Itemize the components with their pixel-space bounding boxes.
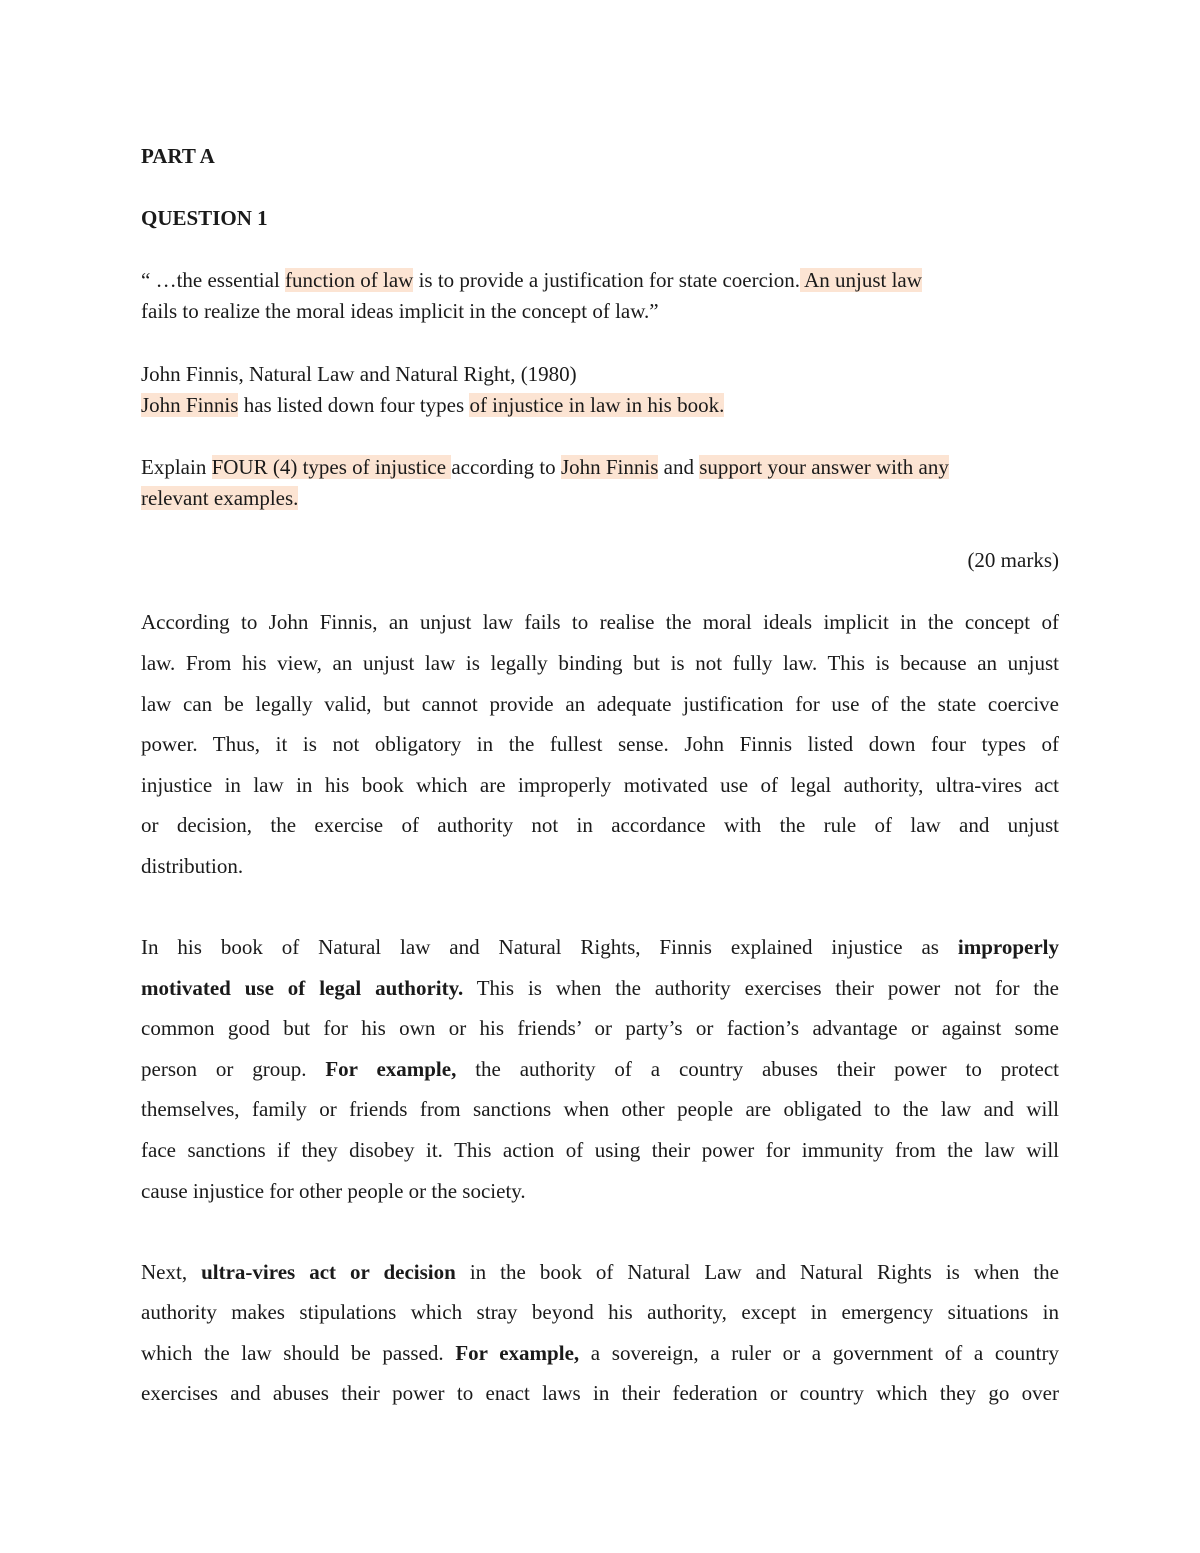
citation: John Finnis, Natural Law and Natural Right, (1980) bbox=[141, 362, 577, 386]
answer-p3-line: which the law should be passed. For example, a sovereign, a ruler or a government of a country bbox=[141, 1341, 1059, 1365]
bold-term: motivated use of legal authority. bbox=[141, 976, 464, 1000]
quote-line-1: “ …the essential function of law is to provide a justification for state coercion. An unjust law bbox=[141, 268, 922, 292]
answer-p1-line: distribution. bbox=[141, 854, 244, 878]
highlight: relevant examples. bbox=[141, 486, 299, 510]
answer-p2-line: motivated use of legal authority. This is when the authority exercises their power not for the bbox=[141, 976, 1059, 1000]
answer-p3-line: exercises and abuses their power to enact laws in their federation or country which they go over bbox=[141, 1381, 1059, 1405]
highlight: John Finnis bbox=[560, 455, 659, 479]
listed-line: John Finnis has listed down four types of injustice in law in his book. bbox=[141, 393, 725, 417]
quote-line-2: fails to realize the moral ideas implicit in the concept of law.” bbox=[141, 299, 659, 323]
answer-p2-line: common good but for his own or his friends’ or party’s or faction’s advantage or against some bbox=[141, 1016, 1059, 1040]
highlight: FOUR (4) types of injustice bbox=[211, 455, 452, 479]
answer-p1-line: injustice in law in his book which are improperly motivated use of legal authority, ultra-vires act bbox=[141, 773, 1059, 797]
answer-p2-line: person or group. For example, the authority of a country abuses their power to protect bbox=[141, 1057, 1059, 1081]
bold-term: For example, bbox=[325, 1057, 457, 1081]
answer-p1-line: law. From his view, an unjust law is legally binding but is not fully law. This is because an unjust bbox=[141, 651, 1059, 675]
answer-p2-line: face sanctions if they disobey it. This action of using their power for immunity from the law will bbox=[141, 1138, 1059, 1162]
highlight: John Finnis bbox=[141, 393, 239, 417]
answer-p3-line: authority makes stipulations which stray beyond his authority, except in emergency situations in bbox=[141, 1300, 1059, 1324]
bold-term: For example, bbox=[455, 1341, 580, 1365]
answer-p1-line: law can be legally valid, but cannot provide an adequate justification for use of the state coercive bbox=[141, 692, 1059, 716]
answer-p1-line: power. Thus, it is not obligatory in the fullest sense. John Finnis listed down four types of bbox=[141, 732, 1059, 756]
bold-term: improperly bbox=[957, 935, 1059, 959]
answer-p2-line: themselves, family or friends from sanctions when other people are obligated to the law and will bbox=[141, 1097, 1059, 1121]
part-heading: PART A bbox=[141, 144, 215, 168]
answer-p2-line: cause injustice for other people or the society. bbox=[141, 1179, 526, 1203]
marks-label: (20 marks) bbox=[967, 548, 1059, 572]
answer-p1-line: According to John Finnis, an unjust law fails to realise the moral ideals implicit in the concept of bbox=[141, 610, 1059, 634]
highlight: function of law bbox=[285, 268, 414, 292]
bold-term: ultra-vires act or decision bbox=[201, 1260, 456, 1284]
highlight: support your answer with any bbox=[699, 455, 949, 479]
task-line-1: Explain FOUR (4) types of injustice according to John Finnis and support your answer with any bbox=[141, 455, 949, 479]
answer-p2-line: In his book of Natural law and Natural Rights, Finnis explained injustice as improperly bbox=[141, 935, 1059, 959]
task-line-2 bbox=[141, 483, 298, 513]
question-heading: QUESTION 1 bbox=[141, 206, 268, 230]
answer-p1-line: or decision, the exercise of authority not in accordance with the rule of law and unjust bbox=[141, 813, 1059, 837]
highlight: An unjust law bbox=[799, 268, 922, 292]
answer-p3-line: Next, ultra-vires act or decision in the book of Natural Law and Natural Rights is when the bbox=[141, 1260, 1059, 1284]
highlight: of injustice in law in his book. bbox=[469, 393, 725, 417]
